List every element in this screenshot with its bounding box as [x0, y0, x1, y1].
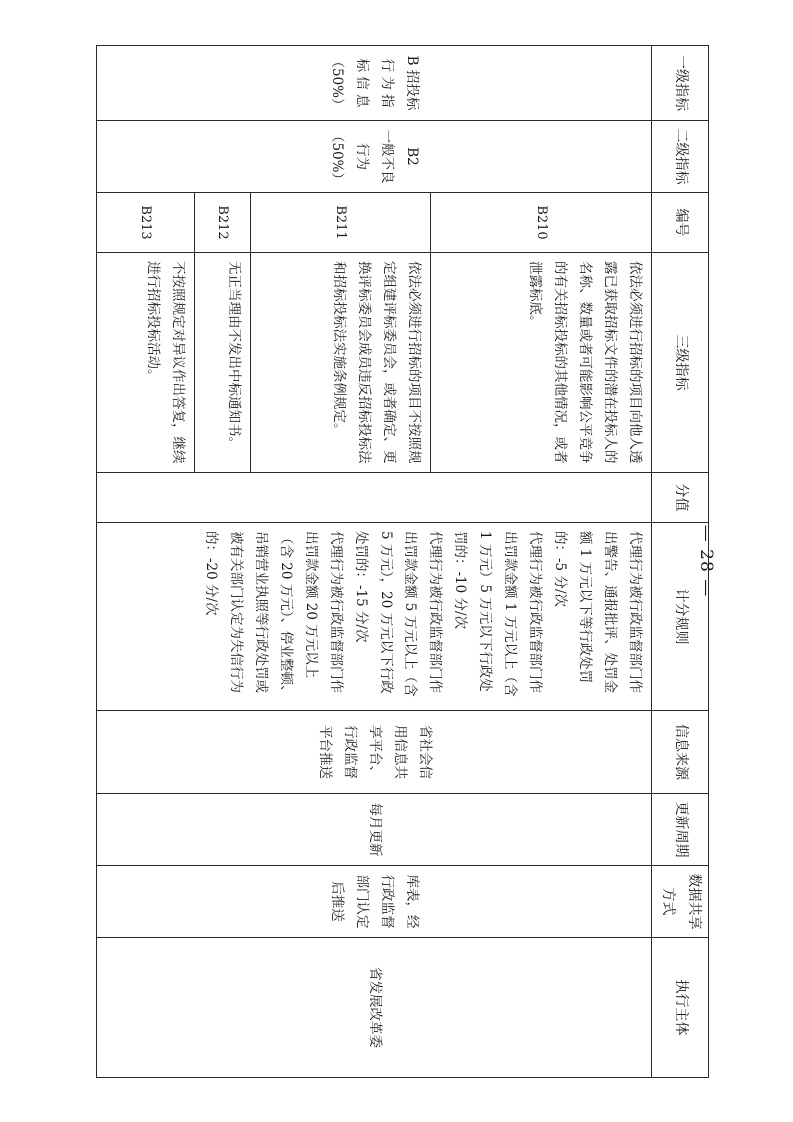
header-executor: 执行主体	[652, 938, 709, 1078]
rule-item: 代理行为被行政监督部门作出罚款金额 20 万元以上（含 20 万元）、停业整顿、吊销营业执照等行政处罚或被有关部门认定为失信行为的：-20 分/次	[202, 531, 344, 699]
header-level2: 二级指标	[652, 121, 709, 193]
cycle-cell: 每月更新	[97, 794, 652, 866]
rule-item: 代理行为被行政监督部门作出警告、通报批评、处罚金额 1 万元以下等行政处罚的：-5 分/次	[552, 531, 644, 693]
header-level1: 一级指标	[652, 46, 709, 121]
row-code: B211	[250, 193, 430, 253]
level1-indicator-cell	[97, 46, 652, 121]
rule-item: 代理行为被行政监督部门作出罚款金额 5 万元以上（含 5 万元），20 万元以下行政处罚的：-15 分/次	[352, 531, 444, 697]
header-score: 分值	[652, 473, 709, 523]
header-sharing: 数据共享方式	[652, 866, 709, 938]
header-code: 编号	[652, 193, 709, 253]
level1-line: B 招投标	[404, 55, 421, 111]
row-indicator: 依法必须进行招标的项目不按照规定组建评标委员会，或者确定、更换评标委员会成员违反招标投标法和招标投标法实施条例规定。	[250, 253, 430, 473]
rule-item: 代理行为被行政监督部门作出罚款金额 1 万元以上（含 1 万元）5 万元以下行政处罚的：-10 分/次	[452, 531, 544, 697]
level2-indicator-cell	[97, 121, 652, 193]
source-cell: 省社会信用信息共享平台、行政监督平台推送	[97, 711, 652, 794]
page-number: — 28 —	[696, 524, 716, 598]
level1-line: 标 信 息	[354, 58, 371, 108]
row-code: B212	[194, 193, 250, 253]
sharing-cell: 库表，经行政监督部门认定后推送	[97, 866, 652, 938]
level2-line: （50%）	[329, 129, 346, 187]
level2-line: B2	[404, 147, 421, 166]
row-code: B213	[97, 193, 195, 253]
table-wrapper	[96, 45, 709, 1077]
level2-line: 行为	[354, 143, 371, 170]
header-level3: 三级指标	[652, 253, 709, 473]
header-source: 信息来源	[652, 711, 709, 794]
level1-line: （50%）	[329, 54, 346, 112]
scoring-table	[96, 45, 709, 1078]
rules-cell	[97, 523, 652, 711]
row-indicator: 无正当理由不发出中标通知书。	[194, 253, 250, 473]
row-indicator: 不按照规定对异议作出答复，继续进行招标投标活动。	[97, 253, 195, 473]
table-row-b210	[430, 46, 651, 1078]
row-code: B210	[430, 193, 651, 253]
score-cell	[97, 473, 652, 523]
rotated-table-container	[96, 45, 709, 1077]
header-cycle: 更新周期	[652, 794, 709, 866]
executor-cell: 省发展改革委	[97, 938, 652, 1078]
row-indicator: 依法必须进行招标的项目向他人透露已获取招标文件的潜在投标人的名称、数量或者可能影响公平竞争的有关招标投标的其他情况，或者泄露标底。	[430, 253, 651, 473]
level2-line: 一般不良	[379, 129, 396, 184]
header-rules: 计分规则	[652, 523, 709, 711]
level1-line: 行 为 指	[379, 58, 396, 108]
